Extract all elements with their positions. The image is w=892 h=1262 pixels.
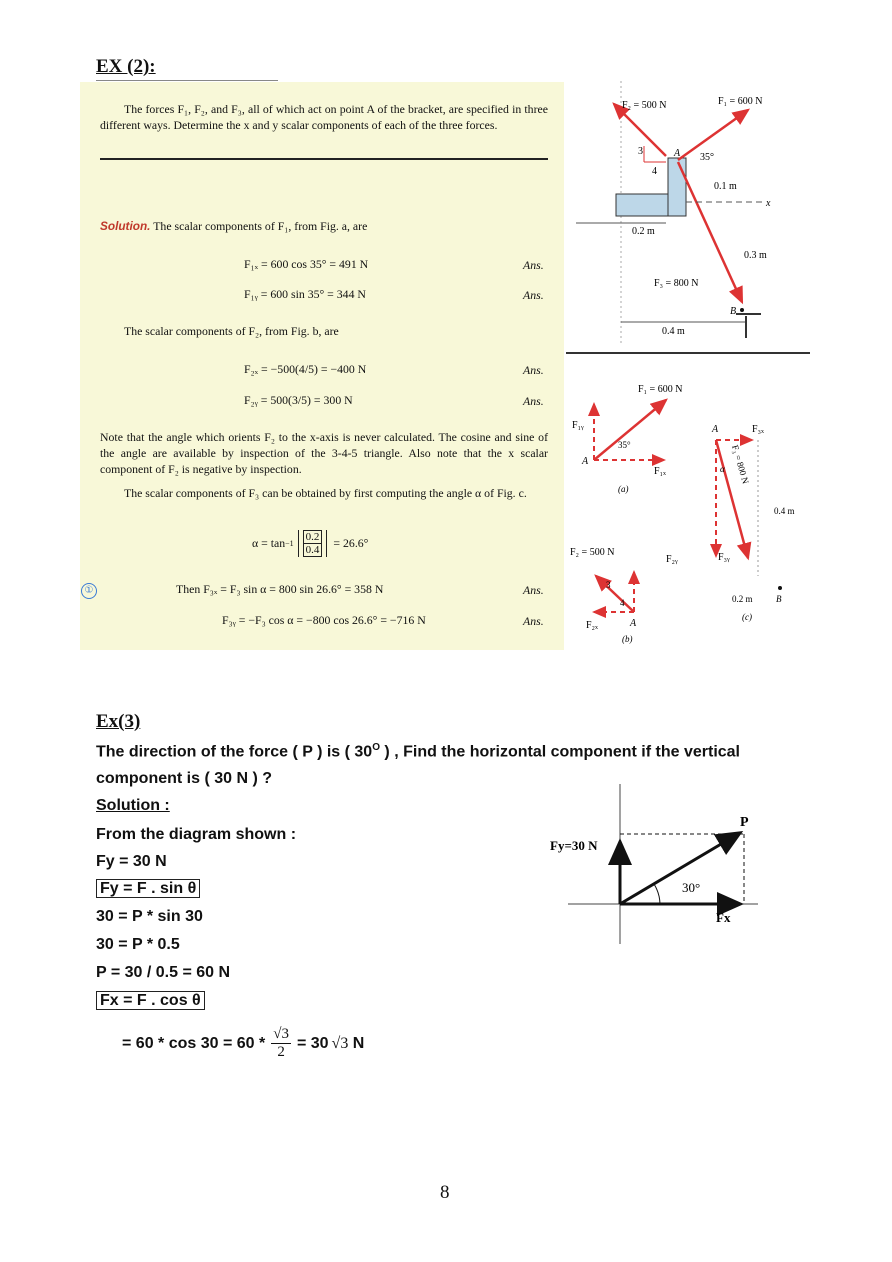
equation-f2y: F₂ᵧ = 500(3/5) = 300 N xyxy=(244,393,353,407)
solution-intro-line xyxy=(100,219,367,234)
fig-b-point-a: A xyxy=(630,618,637,629)
ex3-line3 xyxy=(96,880,200,898)
f2-label: F₂ = 500 N xyxy=(622,100,667,111)
bracket-post xyxy=(668,158,686,216)
ex3-force-diagram xyxy=(548,780,770,950)
fig-b-f2-arrow xyxy=(596,576,634,612)
fig-c-point-b: B xyxy=(776,594,782,604)
title-rule xyxy=(96,80,278,81)
ex3-line1: From the diagram shown : xyxy=(96,826,297,843)
fig-a-f1-arrow xyxy=(594,400,666,460)
fig-a-caption: (a) xyxy=(618,484,629,494)
frac-denominator: 2 xyxy=(277,1044,285,1060)
fig-a-angle-label: 35° xyxy=(618,440,631,450)
solution-intro: The scalar components of F₁, from Fig. a, are xyxy=(153,219,368,233)
question-part2: ) , Find the horizontal component if the vertical xyxy=(379,743,740,761)
alpha-rhs: = 26.6° xyxy=(333,536,369,550)
ex3-line7 xyxy=(96,992,205,1010)
ex3-solution-label: Solution : xyxy=(96,797,170,814)
page-number: 8 xyxy=(440,1182,450,1203)
f2-intro: The scalar components of F₂, from Fig. b, are xyxy=(124,324,339,338)
fig-c-f3x-label: F₃ₓ xyxy=(752,424,764,435)
equation-f3x: Then F₃ₓ = F₃ sin α = 800 sin 26.6° = 358 N xyxy=(176,582,384,596)
equation-f1y: F₁ᵧ = 600 sin 35° = 344 N xyxy=(244,287,366,301)
point-b xyxy=(740,308,744,312)
annotation-circle-marker: ① xyxy=(81,583,97,599)
fig-b-f2y-label: F₂ᵧ xyxy=(666,554,678,565)
fig-c-point-b-dot xyxy=(778,586,782,590)
ans-label: Ans. xyxy=(523,394,544,408)
fig-c-dim-04: 0.4 m xyxy=(774,506,795,516)
fig-a-point-a: A xyxy=(582,456,589,467)
fig-b-3-label: 3 xyxy=(606,580,611,590)
dim-02-label: 0.2 m xyxy=(632,226,655,237)
fig-a-f1-label: F₁ = 600 N xyxy=(638,384,683,395)
ans-label: Ans. xyxy=(523,614,544,628)
ex3-title: Ex(3) xyxy=(96,711,141,732)
ex3-final-line xyxy=(122,1026,364,1061)
figure-divider xyxy=(566,352,810,354)
final-sqrt3: √3 xyxy=(331,1034,349,1052)
dim-03-label: 0.3 m xyxy=(744,250,767,261)
fig-b-f2x-label: F₂ₓ xyxy=(586,620,598,631)
fig-b-4-label: 4 xyxy=(620,598,625,608)
f3-intro: The scalar components of F₃ can be obtained by first computing the angle α of Fig. c. xyxy=(124,486,527,500)
final-part1: = 60 * cos 30 = 60 * xyxy=(122,1034,266,1052)
slope-4-label: 4 xyxy=(652,166,657,177)
dim-04-label: 0.4 m xyxy=(662,326,685,337)
alpha-lhs: α = tan xyxy=(252,536,286,550)
fig-b-f2-label: F₂ = 500 N xyxy=(570,547,615,558)
ex3-question-line2: component is ( 30 N ) ? xyxy=(96,770,273,787)
component-figures xyxy=(566,380,810,650)
ex2-title: EX (2): xyxy=(96,56,156,77)
equation-f2x: F₂ₓ = −500(4/5) = −400 N xyxy=(244,362,367,376)
alpha-fraction xyxy=(298,530,328,557)
p-arrow xyxy=(620,834,738,904)
degree-sup: O xyxy=(372,742,380,753)
angle-label: 35° xyxy=(700,152,714,163)
ans-label: Ans. xyxy=(523,363,544,377)
fig-c-point-a: A xyxy=(712,424,719,435)
question-part1: The direction of the force ( P ) is ( 30 xyxy=(96,743,373,761)
ex3-line5: 30 = P * 0.5 xyxy=(96,936,180,953)
ex3-line4: 30 = P * sin 30 xyxy=(96,908,203,925)
boxed-formula-cos: Fx = F . cos θ xyxy=(96,991,205,1010)
equation-alpha xyxy=(252,530,368,557)
problem-statement: The forces F₁, F₂, and F₃, all of which act on point A of the bracket, are specified in three different ways. Determine the x and y scalar components of each of the three forces. xyxy=(100,102,548,132)
fig-c-alpha-label: α xyxy=(720,464,725,474)
fig-c-dim-02: 0.2 m xyxy=(732,594,753,604)
fig-c-caption: (c) xyxy=(742,612,752,622)
x-axis-label: x xyxy=(766,198,771,209)
ans-label: Ans. xyxy=(523,258,544,272)
fig-c-f3y-label: F₃ᵧ xyxy=(718,552,730,563)
equation-f1x: F₁ₓ = 600 cos 35° = 491 N xyxy=(244,257,369,271)
point-b-label: B xyxy=(730,306,737,317)
bracket-figure xyxy=(566,76,810,352)
angle-label: 30° xyxy=(682,880,701,895)
equation-f3y: F₃ᵧ = −F₃ cos α = −800 cos 26.6° = −716 N xyxy=(222,613,426,627)
fy-label: Fy=30 N xyxy=(550,838,598,853)
sqrt3-over-2 xyxy=(271,1026,291,1061)
fig-b-caption: (b) xyxy=(622,634,633,644)
f1-label: F₁ = 600 N xyxy=(718,96,763,107)
solution-label: Solution. xyxy=(100,219,151,233)
alpha-sup: −1 xyxy=(285,539,294,548)
ex3-question-line1 xyxy=(96,742,740,761)
note-paragraph: Note that the angle which orients F₂ to the x-axis is never calculated. The cosine and sine of the angle are available by inspection of the 3-4-5 triangle. Also note that the x scalar component of F₂ is negative by inspection. xyxy=(100,430,548,476)
ans-label: Ans. xyxy=(523,583,544,597)
fig-a-f1x-label: F₁ₓ xyxy=(654,466,666,477)
final-part2: = 30 xyxy=(296,1034,329,1052)
point-a-label: A xyxy=(674,148,681,159)
angle-arc xyxy=(654,884,660,904)
p-label: P xyxy=(740,815,749,830)
ex3-line6: P = 30 / 0.5 = 60 N xyxy=(96,964,231,981)
final-unit: N xyxy=(348,1034,365,1052)
ans-label: Ans. xyxy=(523,288,544,302)
fig-a-f1y-label: F₁ᵧ xyxy=(572,420,584,431)
fig-c-f3-label: F₃ = 800 N xyxy=(730,443,751,485)
ex3-line2: Fy = 30 N xyxy=(96,853,167,870)
fx-label: Fx xyxy=(716,910,731,925)
slope-3-label: 3 xyxy=(638,146,643,157)
boxed-formula-sin: Fy = F . sin θ xyxy=(96,879,200,898)
dim-01-label: 0.1 m xyxy=(714,181,737,192)
problem-divider xyxy=(100,158,548,160)
alpha-denominator: 0.4 xyxy=(303,544,323,557)
frac-numerator: √3 xyxy=(273,1026,289,1042)
f3-label: F₃ = 800 N xyxy=(654,278,699,289)
alpha-numerator: 0.2 xyxy=(303,530,323,544)
